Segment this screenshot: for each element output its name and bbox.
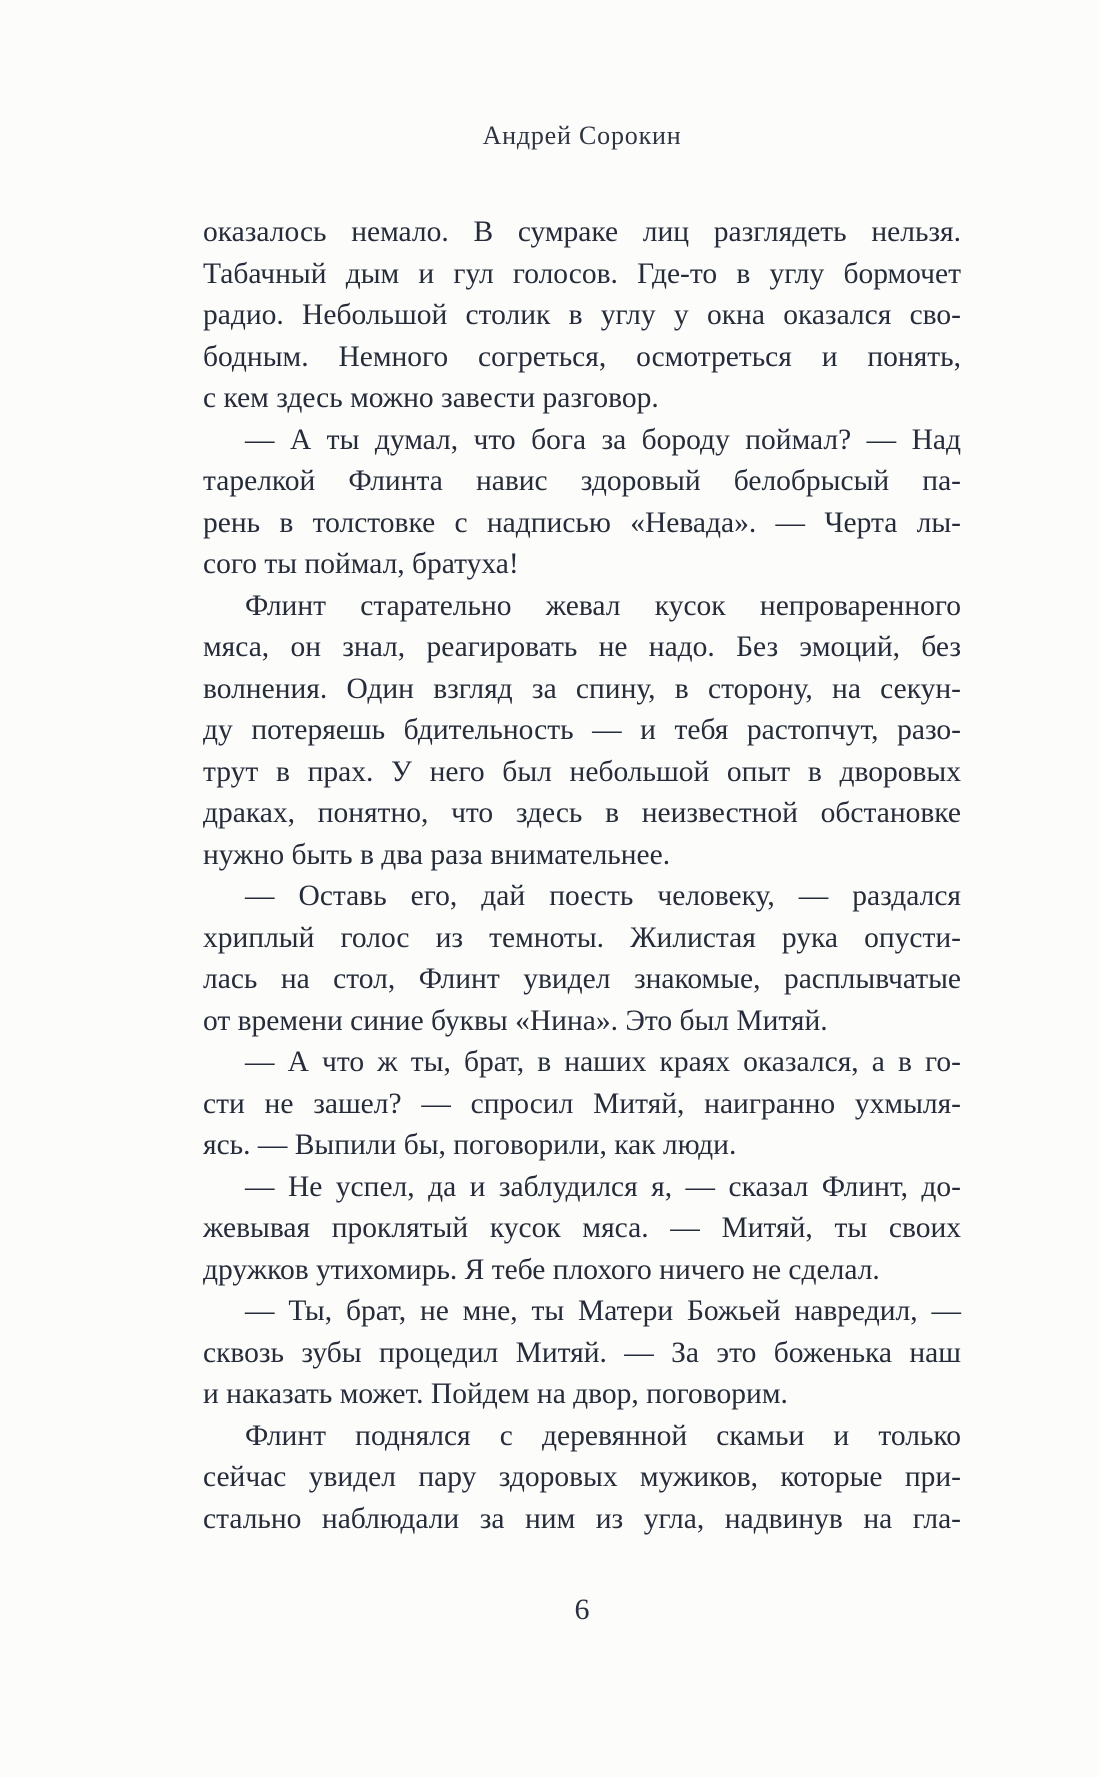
running-header: Андрей Сорокин [482,121,682,150]
text-line: сти не зашел? — спросил Митяй, наигранно ухмыля- [203,1087,961,1120]
text-line: — Ты, брат, не мне, ты Матери Божьей навредил, — [245,1295,961,1327]
text-line: сквозь зубы процедил Митяй. — За это боженька наш [203,1336,961,1369]
text-line: оказалось немало. В сумраке лиц разглядеть нельзя. [203,216,961,248]
text-line: жевывая проклятый кусок мяса. — Митяй, ты своих [203,1212,961,1244]
text-line: сейчас увидел пару здоровых мужиков, которые при- [203,1461,961,1493]
text-line: дружков утихомирь. Я тебе плохого ничего не сделал. [203,1253,880,1286]
page-number: 6 [574,1593,590,1626]
text-line: тарелкой Флинта навис здоровый белобрысый па- [203,465,961,497]
text-line: с кем здесь можно завести разговор. [203,382,659,414]
text-line: ясь. — Выпили бы, поговорили, как люди. [203,1129,737,1161]
text-line: лась на стол, Флинт увидел знакомые, расплывчатые [203,963,961,995]
text-line: драках, понятно, что здесь в неизвестной обстановке [203,797,961,829]
text-line: и наказать может. Пойдем на двор, поговорим. [203,1378,788,1410]
text-line: нужно быть в два раза внимательнее. [203,838,671,871]
text-line: трут в прах. У него был небольшой опыт в дворовых [203,755,961,788]
text-line: Флинт старательно жевал кусок непроваренного [245,589,961,622]
text-line: волнения. Один взгляд за спину, в сторону, на секун- [203,672,961,705]
text-line: Флинт поднялся с деревянной скамьи и только [245,1419,961,1452]
body-text [203,212,961,1540]
text-line: стально наблюдали за ним из угла, надвинув на гла- [203,1502,961,1535]
text-line: от времени синие буквы «Нина». Это был Митяй. [203,1004,828,1037]
text-line: — А ты думал, что бога за бороду поймал? — Над [245,423,961,456]
text-line: радио. Небольшой столик в углу у окна оказался сво- [203,299,961,331]
text-line: ду потеряешь бдительность — и тебя растопчут, разо- [203,714,961,746]
text-line: бодным. Немного согреться, осмотреться и понять, [203,340,961,373]
text-line: — А что ж ты, брат, в наших краях оказался, а в го- [245,1046,961,1078]
text-line: — Оставь его, дай поесть человеку, — раздался [245,880,961,912]
text-line: рень в толстовке с надписью «Невада». — Черта лы- [203,506,961,539]
text-line: сого ты поймал, братуха! [203,548,519,580]
text-line: — Не успел, да и заблудился я, — сказал Флинт, до- [245,1170,961,1203]
text-line: мяса, он знал, реагировать не надо. Без эмоций, без [203,631,961,663]
text-line: хриплый голос из темноты. Жилистая рука опусти- [203,921,961,954]
text-line: Табачный дым и гул голосов. Где-то в углу бормочет [203,257,961,290]
